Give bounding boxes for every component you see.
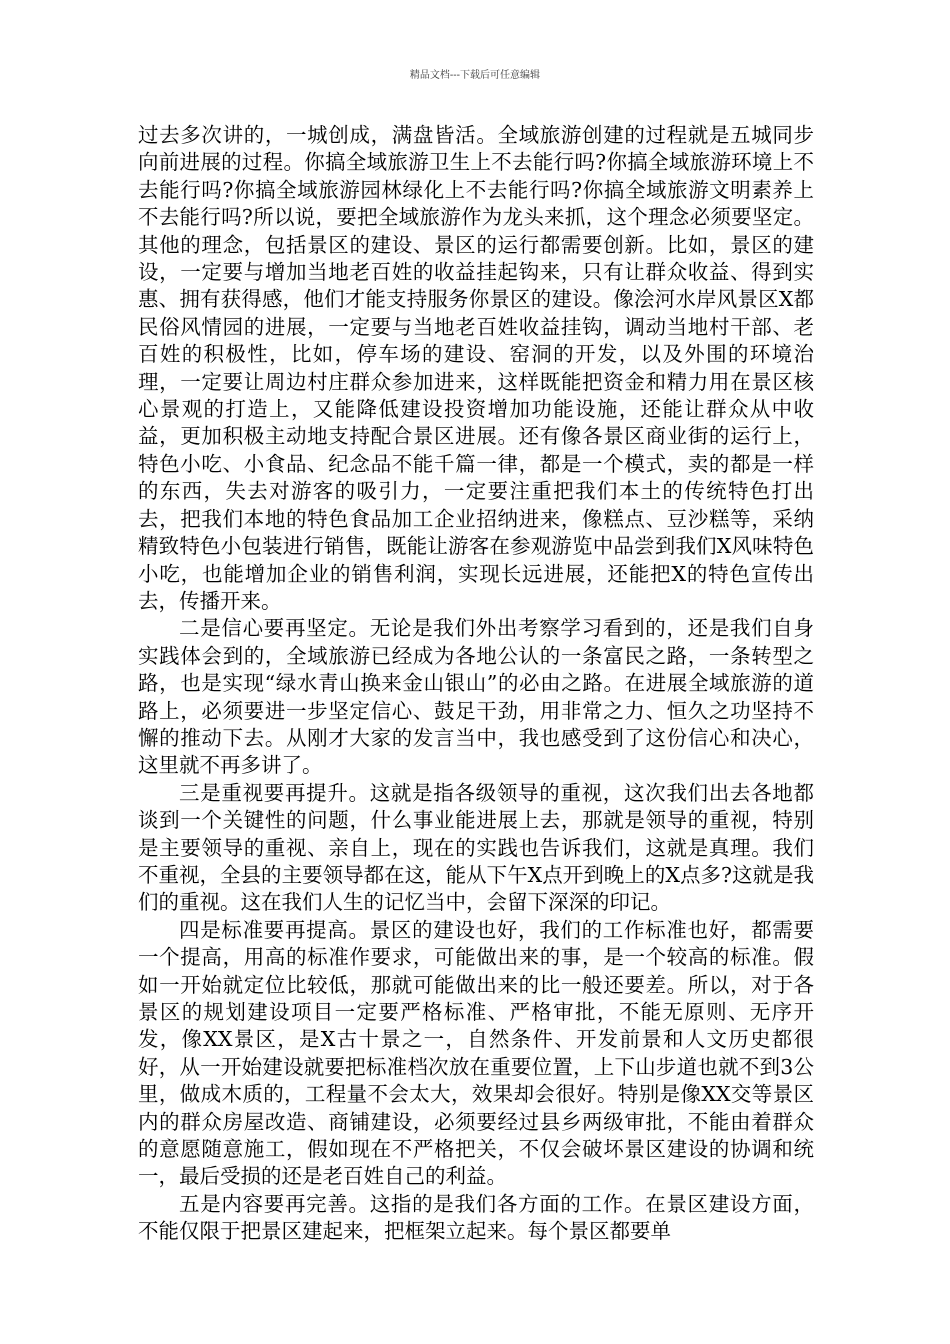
paragraph-standards: 四是标准要再提高。景区的建设也好，我们的工作标准也好，都需要一个提高，用高的标准作要求，可能做出来的事，是一个较高的标准。假如一开始就定位比较低，那就可能做出来的比一般还要差。所以，对于各景区的规划建设项目一定要严格标准、严格审批，不能无原则、无序开发，像XX景区，是X古十景之一，自然条件、开发前景和人文历史都很好，从一开始建设就要把标准档次放在重要位置，上下山步道也就不到3公里，做成木质的，工程量不会太大，效果却会很好。特别是像XX交等景区内的群众房屋改造、商铺建设，必须要经过县乡两级审批，不能由着群众的意愿随意施工，假如现在不严格把关，不仅会破坏景区建设的协调和统一，最后受损的还是老百姓自己的利益。 xyxy=(138,917,814,1189)
document-body xyxy=(138,122,814,1246)
paragraph-confidence: 二是信心要再坚定。无论是我们外出考察学习看到的，还是我们自身实践体会到的，全域旅游已经成为各地公认的一条富民之路，一条转型之路，也是实现“绿水青山换来金山银山”的必由之路。在进展全域旅游的道路上，必须要进一步坚定信心、鼓足干劲，用非常之力、恒久之功坚持不懈的推动下去。从刚才大家的发言当中，我也感受到了这份信心和决心，这里就不再多讲了。 xyxy=(138,616,814,778)
page-header: 精品文档---下载后可任意编辑 xyxy=(409,70,541,81)
paragraph-continuation: 过去多次讲的，一城创成，满盘皆活。全域旅游创建的过程就是五城同步向前进展的过程。你搞全域旅游卫生上不去能行吗?你搞全域旅游环境上不去能行吗?你搞全域旅游园林绿化上不去能行吗?你搞全域旅游文明素养上不去能行吗?所以说，要把全域旅游作为龙头来抓，这个理念必须要坚定。其他的理念，包括景区的建设、景区的运行都需要创新。比如，景区的建设，一定要与增加当地老百姓的收益挂起钩来，只有让群众收益、得到实惠、拥有获得感，他们才能支持服务你景区的建设。像浍河水岸风景区X都民俗风情园的进展，一定要与当地老百姓收益挂钩，调动当地村干部、老百姓的积极性，比如，停车场的建设、窑洞的开发，以及外围的环境治理，一定要让周边村庄群众参加进来，这样既能把资金和精力用在景区核心景观的打造上，又能降低建设投资增加功能设施，还能让群众从中收益，更加积极主动地支持配合景区进展。还有像各景区商业街的运行上，特色小吃、小食品、纪念品不能千篇一律，都是一个模式，卖的都是一样的东西，失去对游客的吸引力，一定要注重把我们本土的传统特色打出去，把我们本地的特色食品加工企业招纳进来，像糕点、豆沙糕等，采纳精致特色小包装进行销售，既能让游客在参观游览中品尝到我们X风味特色小吃，也能增加企业的销售利润，实现长远进展，还能把X的特色宣传出去，传播开来。 xyxy=(138,123,814,613)
paragraph-attention: 三是重视要再提升。这就是指各级领导的重视，这次我们出去各地都谈到一个关键性的问题，什么事业能进展上去，那就是领导的重视，特别是主要领导的重视、亲自上，现在的实践也告诉我们，这就是真理。我们不重视，全县的主要领导都在这，能从下午X点开到晚上的X点多?这就是我们的重视。这在我们人生的记忆当中，会留下深深的印记。 xyxy=(138,780,814,915)
paragraph-content: 五是内容要再完善。这指的是我们各方面的工作。在景区建设方面，不能仅限于把景区建起来，把框架立起来。每个景区都要单 xyxy=(138,1191,814,1244)
